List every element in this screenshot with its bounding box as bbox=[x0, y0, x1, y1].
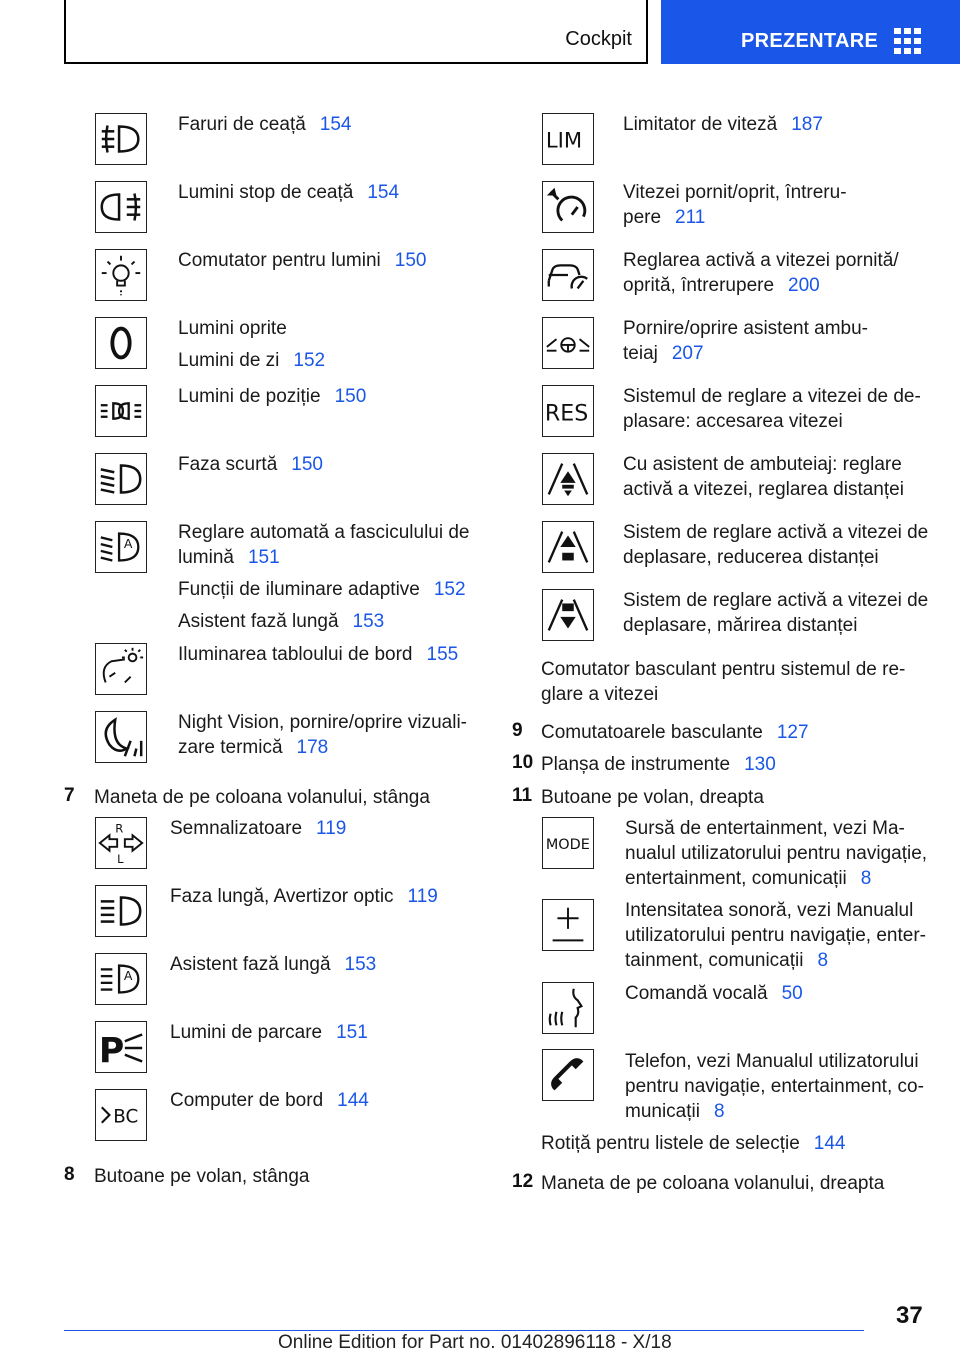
page-link[interactable]: 144 bbox=[813, 1133, 846, 1154]
section-number: 9 bbox=[512, 720, 523, 741]
page-link[interactable]: 152 bbox=[293, 350, 326, 371]
volume-icon bbox=[542, 899, 594, 951]
list-item: Asistent fază lungă 153 bbox=[170, 954, 377, 975]
svg-text:RES: RES bbox=[544, 400, 589, 427]
section-title: Maneta de pe coloana volanului, dreapta bbox=[541, 1173, 885, 1194]
footer-edition-text: Online Edition for Part no. 01402896118 - X/18 bbox=[278, 1332, 672, 1353]
list-item: Lumini oprite bbox=[178, 318, 287, 339]
page-number: 37 bbox=[896, 1302, 923, 1329]
lights-off-icon bbox=[95, 317, 147, 369]
page-link[interactable]: 154 bbox=[367, 182, 400, 203]
page-link[interactable]: 187 bbox=[791, 114, 823, 135]
header-section-box bbox=[64, 0, 648, 64]
list-item: Intensitatea sonoră, vezi Manualul utilizatorului pentru navigație, enter- tainment, comunicații 8 bbox=[625, 900, 927, 971]
header-chapter-tab[interactable] bbox=[661, 0, 960, 64]
page-link[interactable]: 130 bbox=[744, 754, 776, 775]
page-link[interactable]: 200 bbox=[788, 275, 820, 296]
thumbwheel-description: Rotiță pentru listele de selecție 144 bbox=[541, 1133, 846, 1154]
page-link[interactable]: 8 bbox=[713, 1101, 725, 1122]
list-item: Reglarea activă a vitezei pornită/ oprită, întrerupere 200 bbox=[623, 250, 899, 296]
page-link[interactable]: 8 bbox=[860, 868, 872, 889]
list-item: Semnalizatoare 119 bbox=[170, 818, 347, 839]
page-link[interactable]: 150 bbox=[334, 386, 367, 407]
board-computer-icon bbox=[95, 1089, 147, 1141]
parking-lights-icon bbox=[95, 385, 147, 437]
list-item: Funcții de iluminare adaptive 152 bbox=[178, 579, 466, 600]
grid-menu-icon[interactable] bbox=[894, 28, 922, 59]
section-title: Butoane pe volan, dreapta bbox=[541, 787, 764, 808]
list-item: Night Vision, pornire/oprire vizuali- zare termică 178 bbox=[178, 712, 467, 758]
resume-icon bbox=[542, 385, 594, 437]
distance-icon bbox=[542, 453, 594, 505]
night-vision-icon bbox=[95, 711, 147, 763]
list-item: Sistemul de reglare a vitezei de de- plasare: accesarea vitezei bbox=[623, 386, 921, 432]
section-number: 11 bbox=[512, 785, 533, 806]
list-item: Faruri de ceață 154 bbox=[178, 114, 352, 135]
list-item: Faza scurtă 150 bbox=[178, 454, 323, 475]
automatic-headlight-icon bbox=[95, 521, 147, 573]
parking-light-icon bbox=[95, 1021, 147, 1073]
list-item: Comandă vocală 50 bbox=[625, 983, 803, 1004]
section-number: 7 bbox=[64, 785, 75, 806]
list-item: Iluminarea tabloului de bord 155 bbox=[178, 644, 459, 665]
list-item: Vitezei pornit/oprit, întreru- pere 211 bbox=[623, 182, 847, 228]
svg-text:R: R bbox=[115, 821, 124, 836]
footer-divider bbox=[64, 1330, 864, 1331]
traffic-jam-assistant-icon bbox=[542, 317, 594, 369]
section-number: 12 bbox=[512, 1171, 534, 1192]
list-item: Lumini de zi 152 bbox=[178, 350, 326, 371]
distance-decrease-icon bbox=[542, 521, 594, 573]
front-fog-lights-icon bbox=[95, 113, 147, 165]
page-link[interactable]: 119 bbox=[407, 886, 438, 907]
svg-text:LIM: LIM bbox=[545, 127, 583, 153]
list-item: Comutator pentru lumini 150 bbox=[178, 250, 427, 271]
svg-text:MODE: MODE bbox=[545, 836, 590, 853]
svg-text:A: A bbox=[123, 535, 133, 551]
header-section-title: Cockpit bbox=[565, 28, 632, 50]
header-chapter-title: PREZENTARE bbox=[741, 30, 879, 52]
instrument-lighting-icon bbox=[95, 643, 147, 695]
svg-text:L: L bbox=[117, 852, 124, 867]
section-title: Maneta de pe coloana volanului, stânga bbox=[94, 787, 430, 808]
distance-increase-icon bbox=[542, 589, 594, 641]
list-item: Reglare automată a fasciculului de lumină 151 bbox=[178, 522, 470, 568]
list-item: Limitator de viteză 187 bbox=[623, 114, 823, 135]
high-beam-icon bbox=[95, 885, 147, 937]
voice-command-icon bbox=[542, 982, 594, 1034]
light-switch-icon bbox=[95, 249, 147, 301]
list-item: Asistent fază lungă 153 bbox=[178, 611, 385, 632]
high-beam-assistant-icon bbox=[95, 953, 147, 1005]
rocker-switch-description: Comutator basculant pentru sistemul de re- glare a vitezei bbox=[541, 659, 906, 705]
svg-text:A: A bbox=[123, 967, 133, 983]
list-item: Sistem de reglare activă a vitezei de deplasare, reducerea distanței bbox=[623, 522, 929, 568]
svg-text:BC: BC bbox=[113, 1106, 139, 1128]
section-title: Butoane pe volan, stânga bbox=[94, 1166, 310, 1187]
section-number: 8 bbox=[64, 1164, 75, 1185]
turn-signal-icon bbox=[95, 817, 147, 869]
list-item: Sistem de reglare activă a vitezei de deplasare, mărirea distanței bbox=[623, 590, 929, 636]
page-link[interactable]: 127 bbox=[776, 722, 809, 743]
page-link[interactable]: 153 bbox=[352, 611, 385, 632]
page-link[interactable]: 144 bbox=[337, 1090, 369, 1111]
active-cruise-icon bbox=[542, 249, 594, 301]
rear-fog-lights-icon bbox=[95, 181, 147, 233]
cruise-control-icon bbox=[542, 181, 594, 233]
section-title: Planșa de instrumente 130 bbox=[541, 754, 776, 775]
section-title: Comutatoarele basculante 127 bbox=[541, 722, 809, 743]
page-link[interactable]: 211 bbox=[675, 207, 706, 228]
page-link[interactable]: 150 bbox=[291, 454, 323, 475]
speed-limiter-icon bbox=[542, 113, 594, 165]
list-item: Telefon, vezi Manualul utilizatorului pentru navigație, entertainment, co- municații 8 bbox=[625, 1051, 924, 1122]
section-number: 10 bbox=[512, 752, 534, 773]
svg-text:P: P bbox=[98, 1031, 125, 1072]
page-link[interactable]: 50 bbox=[781, 983, 803, 1004]
page-link[interactable]: 178 bbox=[296, 737, 329, 758]
page-link[interactable]: 153 bbox=[344, 954, 377, 975]
phone-icon bbox=[542, 1049, 594, 1101]
page-link[interactable]: 8 bbox=[817, 950, 829, 971]
page-link[interactable]: 151 bbox=[336, 1022, 368, 1043]
list-item: Lumini de poziție 150 bbox=[178, 386, 367, 407]
page-link[interactable]: 151 bbox=[247, 547, 280, 568]
page-link[interactable]: 155 bbox=[426, 644, 459, 665]
page-link[interactable]: 207 bbox=[671, 343, 704, 364]
page-link[interactable]: 152 bbox=[433, 579, 466, 600]
list-item: Lumini de parcare 151 bbox=[170, 1022, 368, 1043]
list-item: Lumini stop de ceață 154 bbox=[178, 182, 400, 203]
list-item: Computer de bord 144 bbox=[170, 1090, 369, 1111]
page-link[interactable]: 150 bbox=[394, 250, 427, 271]
list-item: Faza lungă, Avertizor optic 119 bbox=[170, 886, 438, 907]
page-link[interactable]: 119 bbox=[316, 818, 347, 839]
mode-icon bbox=[542, 817, 594, 869]
page-link[interactable]: 154 bbox=[319, 114, 352, 135]
low-beam-icon bbox=[95, 453, 147, 505]
list-item: Sursă de entertainment, vezi Ma- nualul utilizatorului pentru navigație, entertainment, comunicații 8 bbox=[625, 818, 928, 889]
list-item: Cu asistent de ambuteiaj: reglare activă a vitezei, reglarea distanței bbox=[623, 454, 904, 500]
list-item: Pornire/oprire asistent ambu- teiaj 207 bbox=[623, 318, 868, 364]
